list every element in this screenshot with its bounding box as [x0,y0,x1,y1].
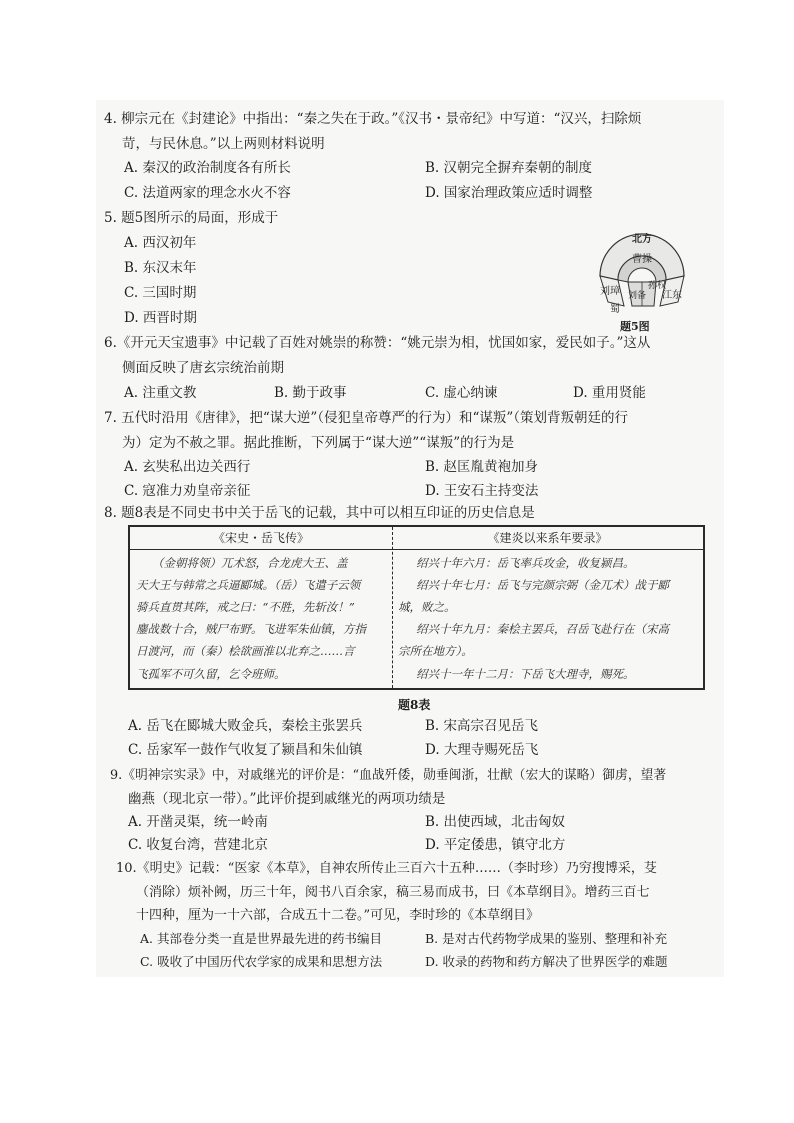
q5-option-c: C. 三国时期 [124,285,197,301]
table-8-right-row: 城，败之。 [398,600,456,614]
figure-5-three-kingdoms-map [596,232,688,336]
q4-option-d: D. 国家治理政策应适时调整 [425,185,593,201]
q6-stem-line2: 侧面反映了唐玄宗统治前期 [122,360,284,376]
q6-option-b: B. 勤于政事 [274,385,347,401]
q7-option-d: D. 王安石主持变法 [425,483,539,499]
q4-option-b: B. 汉朝完全摒弃秦朝的制度 [425,160,593,176]
q6-option-c: C. 虚心纳谏 [425,385,498,401]
table-8-right-row: 绍兴十年七月：岳飞与完颜宗弼（金兀术）战于郾 [416,578,669,592]
q9-stem-line1: 9.《明神宗实录》中，对戚继光的评价是：“血战歼倭，勋垂闽浙，壮猷（宏大的谋略）御虏，望著 [110,768,667,783]
table-8-caption: 题8表 [398,698,431,712]
table-8-left-row: 鏖战数十合，贼尸布野。飞进军朱仙镇，方指 [136,622,366,636]
table-8-left-row: （金朝将领）兀术怒，合龙虎大王、盖 [152,556,348,570]
figure-5-caption: 题5图 [620,320,650,333]
q5-option-b: B. 东汉末年 [124,260,197,276]
fig5-label-north: 北方 [632,234,652,245]
table-8 [128,525,705,690]
q10-stem-line1: 10.《明史》记载：“医家《本草》，自神农所传止三百六十五种……（李时珍）乃穷搜博采，芟 [116,861,657,876]
q5-option-a: A. 西汉初年 [124,235,197,251]
table-8-left-row: 天大王与韩常之兵逼郾城。（岳）飞遣子云领 [136,578,361,592]
table-8-right-row: 绍兴十年六月：岳飞率兵攻金，收复颍昌。 [416,556,635,570]
q10-stem-line3: 十四种，厘为一十六部，合成五十二卷。”可见，李时珍的《本草纲目》 [136,908,540,923]
table-8-right-row: 宗所在地方）。 [398,644,473,658]
q5-stem: 5. 题5图所示的局面，形成于 [104,210,279,226]
q9-stem-line2: 幽燕（现北京一带）。”此评价提到戚继光的两项功绩是 [128,791,446,807]
fig5-label-liuzhang: 刘璋 [600,286,620,297]
q6-option-d: D. 重用贤能 [573,385,646,401]
q10-stem-line2: （消除）烦补阙，历三十年，阅书八百余家，稿三易而成书，曰《本草纲目》。增药三百七 [136,885,650,900]
q4-stem-line2: 苛，与民休息。”以上两则材料说明 [122,136,325,152]
table-8-left-row: 骑兵直贯其阵，戒之曰：“不胜，先斩汝！” [136,600,355,614]
q7-option-a: A. 玄奘私出边关西行 [124,459,251,475]
q9-option-c: C. 收复台湾，营建北京 [128,837,268,853]
q8-option-c: C. 岳家军一鼓作气收复了颍昌和朱仙镇 [128,742,363,758]
q8-option-b: B. 宋高宗召见岳飞 [425,718,539,734]
q8-stem: 8. 题8表是不同史书中关于岳飞的记载，其中可以相互印证的历史信息是 [104,505,535,521]
table-8-right-row: 绍兴十一年十二月：下岳飞大理寺，赐死。 [416,667,635,681]
table-8-divider [392,527,393,688]
table-8-left-row: 日渡河，而（秦）桧欲画淮以北弃之……言 [136,644,355,658]
q6-stem-line1: 6.《开元天宝遗事》中记载了百姓对姚崇的称赞：“姚元崇为相，忧国如家，爱民如子。”这从 [104,335,651,351]
table-8-left-row: 飞孤军不可久留，乞令班师。 [136,667,286,681]
table-8-header-right: 《建炎以来系年要录》 [392,527,703,550]
fig5-label-shu: 蜀 [610,304,620,315]
q9-option-d: D. 平定倭患，镇守北方 [425,837,566,853]
q10-option-c: C. 吸收了中国历代农学家的成果和思想方法 [140,954,383,969]
q9-option-a: A. 开凿灵渠，统一岭南 [128,814,268,830]
q7-option-c: C. 寇准力劝皇帝亲征 [124,483,251,499]
q7-option-b: B. 赵匡胤黄袍加身 [425,459,539,475]
table-8-header-left: 《宋史・岳飞传》 [130,527,392,550]
fig5-label-liubei: 刘备 [628,291,647,301]
q9-option-b: B. 出使西域，北击匈奴 [425,814,566,830]
fig5-label-sunquan: 孙权 [648,281,667,291]
q8-option-a: A. 岳飞在郾城大败金兵，秦桧主张罢兵 [128,718,363,734]
q8-option-d: D. 大理寺赐死岳飞 [425,742,539,758]
q7-stem-line1: 7. 五代时沿用《唐律》，把“谋大逆”（侵犯皇帝尊严的行为）和“谋叛”（策划背叛朝廷的行 [104,410,629,426]
fig5-label-jiangdong: 江东 [662,290,682,301]
q4-option-a: A. 秦汉的政治制度各有所长 [124,160,291,176]
q10-option-b: B. 是对古代药物学成果的鉴别、整理和补充 [425,931,668,946]
q5-option-d: D. 西晋时期 [124,310,197,326]
q10-option-a: A. 其部卷分类一直是世界最先进的药书编目 [140,931,382,946]
q7-stem-line2: 为）定为不赦之罪。据此推断，下列属于“谋大逆”“谋叛”的行为是 [122,435,515,451]
figure-5-diagram [596,232,688,318]
fig5-label-caocao: 曹操 [632,254,652,265]
q4-stem-line1: 4. 柳宗元在《封建论》中指出：“秦之失在于政。”《汉书・景帝纪》中写道：“汉兴，扫除烦 [104,111,642,127]
q10-option-d: D. 收录的药物和药方解决了世界医学的难题 [425,954,668,969]
q6-option-a: A. 注重文教 [124,385,197,401]
q4-option-c: C. 法道两家的理念水火不容 [124,185,291,201]
table-8-right-row: 绍兴十年九月：秦桧主罢兵，召岳飞赴行在（宋高 [416,622,669,636]
